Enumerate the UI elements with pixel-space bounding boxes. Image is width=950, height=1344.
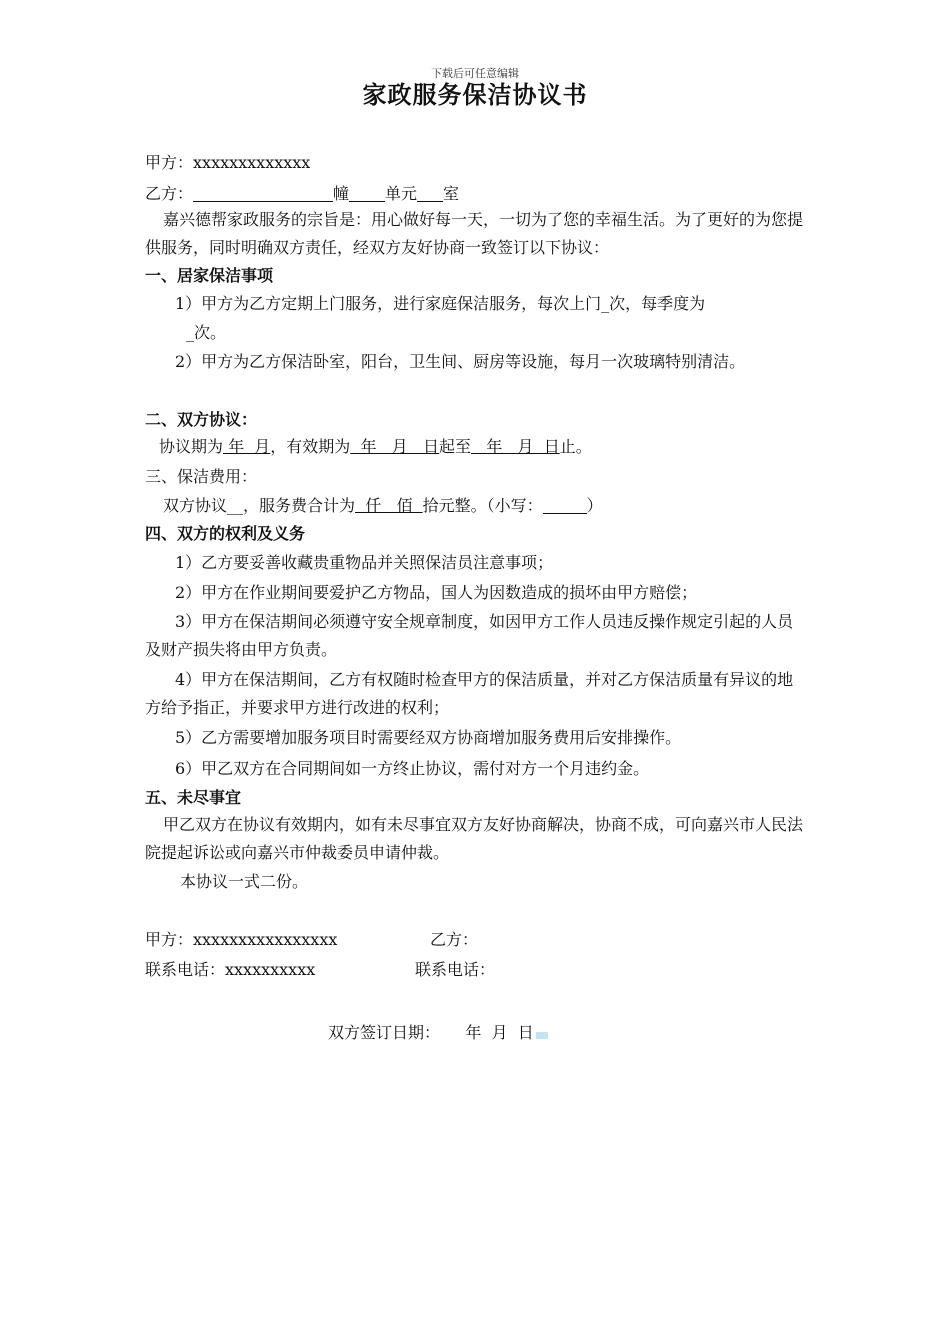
section-4-item: 6）甲乙双方在合同期间如一方终止协议，需付对方一个月违约金。 bbox=[175, 759, 650, 778]
header-note: 下载后可任意编辑 bbox=[431, 67, 519, 80]
section-4-item: 3）甲方在保洁期间必须遵守安全规章制度，如因甲方工作人员违反操作规定引起的人员及财产损失将由甲方负责。 bbox=[145, 612, 794, 659]
term-duration-field[interactable]: 年 月 bbox=[223, 437, 271, 456]
signing-date: 双方签订日期： 年 月 日 bbox=[328, 1023, 534, 1042]
section-5-text: 甲乙双方在协议有效期内，如有未尽事宜双方友好协商解决，协商不成，可向嘉兴市人民法院提起诉讼或向嘉兴市仲裁委员申请仲裁。 bbox=[145, 815, 804, 862]
phone-party-b: 联系电话： bbox=[415, 960, 496, 979]
section-1-item-2: 2）甲方为乙方保洁卧室，阳台，卫生间、厨房等设施，每月一次玻璃特别清洁。 bbox=[175, 352, 746, 371]
building-label: 幢 bbox=[333, 184, 350, 203]
section-3-heading: 三、保洁费用： bbox=[145, 467, 258, 486]
document-title: 家政服务保洁协议书 bbox=[362, 80, 588, 109]
section-4-item: 4）甲方在保洁期间，乙方有权随时检查甲方的保洁质量，并对乙方保洁质量有异议的地方给予指正，并要求甲方进行改进的权利； bbox=[145, 670, 794, 717]
section-1-heading: 一、居家保洁事项 bbox=[145, 266, 274, 285]
fee-lowercase-blank[interactable] bbox=[543, 497, 587, 514]
section-4-item: 1）乙方要妥善收藏贵重物品并关照保洁员注意事项； bbox=[175, 553, 554, 572]
section-4-item: 5）乙方需要增加服务项目时需要经双方协商增加服务费用后安排操作。 bbox=[175, 728, 682, 747]
term-prefix: 协议期为 bbox=[159, 437, 224, 456]
term-mid: ，有效期为 bbox=[270, 437, 351, 456]
unit-label: 单元 bbox=[385, 184, 418, 203]
cursor-marker-icon bbox=[536, 1032, 548, 1039]
copies-note: 本协议一式二份。 bbox=[180, 872, 309, 891]
party-b-line bbox=[145, 185, 459, 202]
party-a-label: 甲方： bbox=[145, 153, 194, 172]
fee-mid: 拾元整。（小写： bbox=[422, 496, 543, 515]
signature-party-b: 乙方： bbox=[430, 930, 479, 949]
room-blank[interactable] bbox=[417, 185, 443, 202]
unit-blank[interactable] bbox=[349, 185, 385, 202]
fee-amount-field[interactable]: 仟 佰 bbox=[355, 496, 423, 515]
term-suffix: 止。 bbox=[559, 437, 592, 456]
fee-prefix: 双方协议__，服务费合计为 bbox=[163, 496, 356, 515]
section-1-item-1-line-2: _次。 bbox=[186, 323, 227, 342]
signing-date-line bbox=[328, 1025, 548, 1041]
section-2-heading: 二、双方协议： bbox=[145, 410, 258, 429]
room-label: 室 bbox=[443, 184, 460, 203]
party-b-address-blank[interactable] bbox=[193, 185, 333, 202]
party-b-label: 乙方： bbox=[145, 184, 194, 203]
party-a-line bbox=[145, 155, 310, 171]
section-4-heading: 四、双方的权利及义务 bbox=[145, 524, 306, 543]
phone-party-a: 联系电话：xxxxxxxxxx bbox=[145, 960, 316, 979]
term-to: 起至 bbox=[439, 437, 472, 456]
party-a-value: xxxxxxxxxxxxx bbox=[193, 153, 311, 172]
section-1-item-1-line-1: 1）甲方为乙方定期上门服务，进行家庭保洁服务，每次上门_次，每季度为 bbox=[175, 294, 706, 313]
fee-line bbox=[163, 497, 603, 514]
section-5-heading: 五、未尽事宜 bbox=[145, 788, 242, 807]
term-end-date-field[interactable]: 年 月 日 bbox=[471, 437, 560, 456]
agreement-term-line bbox=[159, 439, 592, 455]
term-start-date-field[interactable]: 年 月 日 bbox=[350, 437, 439, 456]
signature-party-a: 甲方：xxxxxxxxxxxxxxxx bbox=[145, 930, 338, 949]
fee-suffix: ） bbox=[586, 496, 603, 515]
intro-paragraph: 嘉兴德帮家政服务的宗旨是：用心做好每一天，一切为了您的幸福生活。为了更好的为您提供服务，同时明确双方责任，经双方友好协商一致签订以下协议： bbox=[145, 210, 804, 257]
section-4-item: 2）甲方在作业期间要爱护乙方物品，国人为因数造成的损坏由甲方赔偿； bbox=[175, 583, 698, 602]
